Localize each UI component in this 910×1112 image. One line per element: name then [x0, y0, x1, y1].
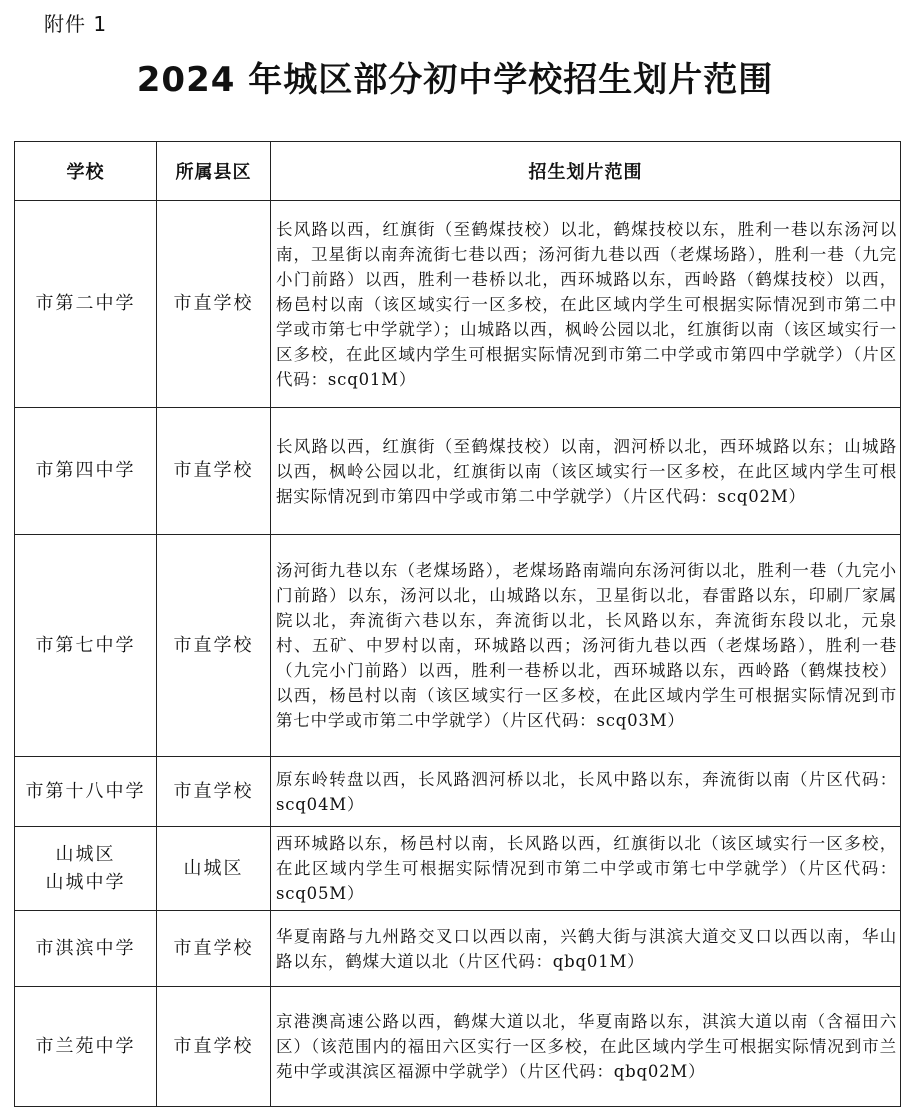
attachment-label: 附件 1 [44, 12, 108, 36]
school-name: 市第四中学 [15, 408, 157, 535]
zone-range: 华夏南路与九州路交叉口以西以南，兴鹤大街与淇滨大道交叉口以西以南，华山路以东，鹤煤大道以北（片区代码：qbq01M） [271, 911, 901, 987]
school-name: 市兰苑中学 [15, 987, 157, 1107]
zone-range: 汤河街九巷以东（老煤场路），老煤场路南端向东汤河街以北，胜利一巷（九完小门前路）以东，汤河以北，山城路以东，卫星街以北，春雷路以东，印刷厂家属院以北，奔流街六巷以东，奔流街以北，长风路以东，奔流街东段以北，元泉村、五矿、中罗村以南，环城路以西；汤河街九巷以西（老煤场路），胜利一巷（九完小门前路）以西，胜利一巷桥以北，西环城路以东，西岭路（鹤煤技校）以西，杨邑村以南（该区域实行一区多校，在此区域内学生可根据实际情况到市第七中学或市第二中学就学）（片区代码：scq03M） [271, 535, 901, 757]
zone-range: 长风路以西，红旗街（至鹤煤技校）以南，泗河桥以北，西环城路以东；山城路以西，枫岭公园以北，红旗街以南（该区域实行一区多校，在此区域内学生可根据实际情况到市第四中学或市第二中学就学）（片区代码：scq02M） [271, 408, 901, 535]
table-row [15, 987, 901, 1107]
county-name: 市直学校 [157, 987, 271, 1107]
county-name: 市直学校 [157, 911, 271, 987]
table-row [15, 201, 901, 408]
page-title: 2024 年城区部分初中学校招生划片范围 [136, 60, 774, 100]
enrollment-zone-table [14, 141, 901, 1107]
table-header-row [15, 142, 901, 201]
school-name-line: 山城中学 [45, 871, 126, 893]
county-name: 市直学校 [157, 535, 271, 757]
school-name: 市第十八中学 [15, 757, 157, 827]
school-name: 市第二中学 [15, 201, 157, 408]
school-name [15, 827, 157, 911]
county-name: 山城区 [157, 827, 271, 911]
column-header-county: 所属县区 [157, 142, 271, 201]
zone-range: 西环城路以东，杨邑村以南，长风路以西，红旗街以北（该区域实行一区多校，在此区域内学生可根据实际情况到市第二中学或市第七中学就学）（片区代码：scq05M） [271, 827, 901, 911]
school-district-line: 山城区 [55, 843, 116, 865]
school-name: 市第七中学 [15, 535, 157, 757]
table-row [15, 408, 901, 535]
school-name: 市淇滨中学 [15, 911, 157, 987]
zone-range: 长风路以西，红旗街（至鹤煤技校）以北，鹤煤技校以东，胜利一巷以东汤河以南，卫星街以南奔流街七巷以西；汤河街九巷以西（老煤场路），胜利一巷（九完小门前路）以西，胜利一巷桥以北，西环城路以东，西岭路（鹤煤技校）以西，杨邑村以南（该区域实行一区多校，在此区域内学生可根据实际情况到市第二中学或市第七中学就学）；山城路以西，枫岭公园以北，红旗街以南（该区域实行一区多校，在此区域内学生可根据实际情况到市第二中学或市第四中学就学）（片区代码：scq01M） [271, 201, 901, 408]
table-row [15, 827, 901, 911]
county-name: 市直学校 [157, 757, 271, 827]
county-name: 市直学校 [157, 408, 271, 535]
table-row [15, 535, 901, 757]
table-row [15, 911, 901, 987]
table-row [15, 757, 901, 827]
column-header-range: 招生划片范围 [271, 142, 901, 201]
zone-range: 原东岭转盘以西，长风路泗河桥以北，长风中路以东，奔流街以南（片区代码：scq04M） [271, 757, 901, 827]
county-name: 市直学校 [157, 201, 271, 408]
zone-range: 京港澳高速公路以西，鹤煤大道以北，华夏南路以东，淇滨大道以南（含福田六区）（该范围内的福田六区实行一区多校，在此区域内学生可根据实际情况到市兰苑中学或淇滨区福源中学就学）（片区代码：qbq02M） [271, 987, 901, 1107]
column-header-school: 学校 [15, 142, 157, 201]
